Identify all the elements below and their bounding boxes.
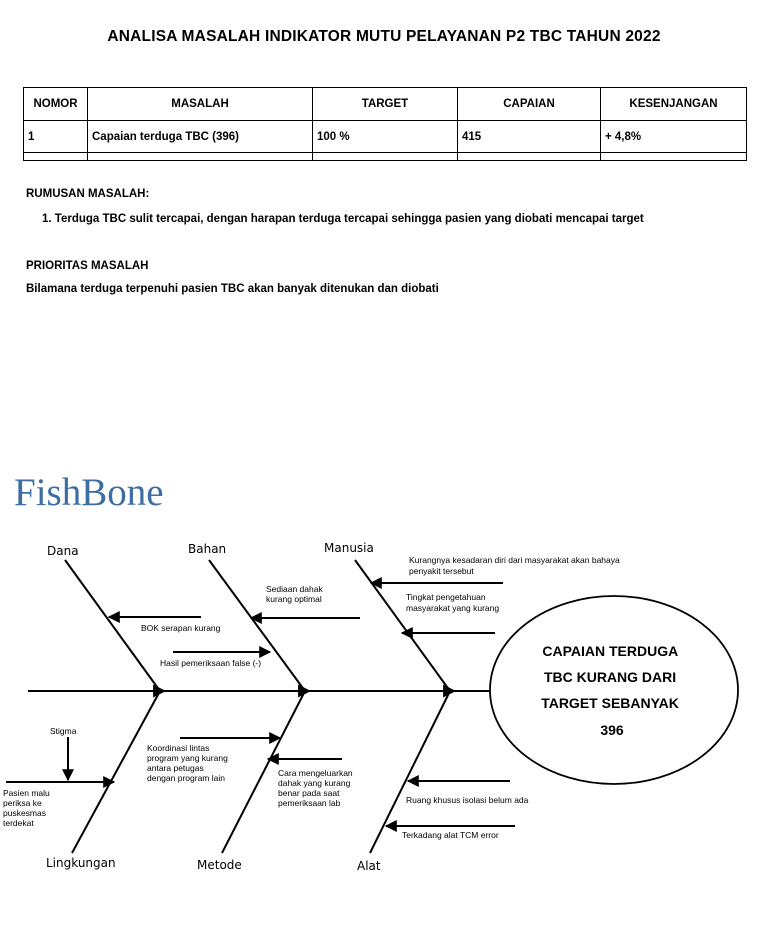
page-title: ANALISA MASALAH INDIKATOR MUTU PELAYANAN P2 TBC TAHUN 2022 [107,28,661,45]
rumusan-heading: RUMUSAN MASALAH: [26,188,150,200]
cause-kesadaran: Kurangnya kesadaran diri dari masyarakat akan bahaya penyakit tersebut [409,555,620,576]
category-metode: Metode [197,858,242,872]
effect-line: CAPAIAN TERDUGA [542,643,678,659]
effect-line: TBC KURANG DARI [543,669,677,685]
cause-bok: BOK serapan kurang [141,623,221,633]
cause-sediaan: Sediaan dahak kurang optimal [266,584,323,604]
rumusan-item: 1. Terduga TBC sulit tercapai, dengan harapan terduga tercapai sehingga pasien yang diobati mencapai target [42,213,644,225]
category-manusia: Manusia [324,541,374,555]
prioritas-text: Bilamana terduga terpenuhi pasien TBC akan banyak ditenukan dan diobati [26,283,439,295]
effect-line: 396 [600,722,624,738]
cell-kesenjangan: + 4,8% [601,121,747,153]
table-row [24,121,747,153]
spine-arrowhead [154,686,164,696]
cell-nomor: 1 [24,121,88,153]
fishbone-title: FishBone [14,471,164,514]
category-alat: Alat [357,859,381,873]
header-capaian: CAPAIAN [458,88,601,121]
cause-pasien-malu: Pasien malu periksa ke puskesmas terdekat [3,788,50,828]
category-dana: Dana [47,544,79,558]
prioritas-heading: PRIORITAS MASALAH [26,260,149,272]
cause-hasil: Hasil pemeriksaan false (-) [160,658,262,668]
bone-bahan [209,560,305,691]
effect-ellipse [490,596,738,784]
category-lingkungan: Lingkungan [46,856,116,870]
cause-pengetahuan: Tingkat pengetahuan masyarakat yang kurang [406,592,500,613]
spine-arrowhead [444,686,454,696]
table-row-empty [24,153,747,161]
bone-manusia [355,560,450,691]
table-header-row [24,88,747,121]
cause-stigma: Stigma [50,726,77,736]
problem-table [23,87,747,161]
fishbone-diagram [0,520,768,920]
cell-capaian: 415 [458,121,601,153]
bone-alat [370,691,450,853]
header-kesenjangan: KESENJANGAN [601,88,747,121]
cause-ruang: Ruang khusus isolasi belum ada [406,795,529,805]
effect-line: TARGET SEBANYAK [541,695,679,711]
header-nomor: NOMOR [24,88,88,121]
cause-cara: Cara mengeluarkan dahak yang kurang benar pada saat pemeriksaan lab [278,768,353,808]
cell-target: 100 % [313,121,458,153]
header-masalah: MASALAH [88,88,313,121]
header-target: TARGET [313,88,458,121]
cell-masalah: Capaian terduga TBC (396) [88,121,313,153]
category-bahan: Bahan [188,542,227,556]
cause-tcm: Terkadang alat TCM error [402,830,499,840]
cause-koordinasi: Koordinasi lintas program yang kurang antara petugas dengan program lain [147,743,228,783]
spine-arrowhead [299,686,309,696]
